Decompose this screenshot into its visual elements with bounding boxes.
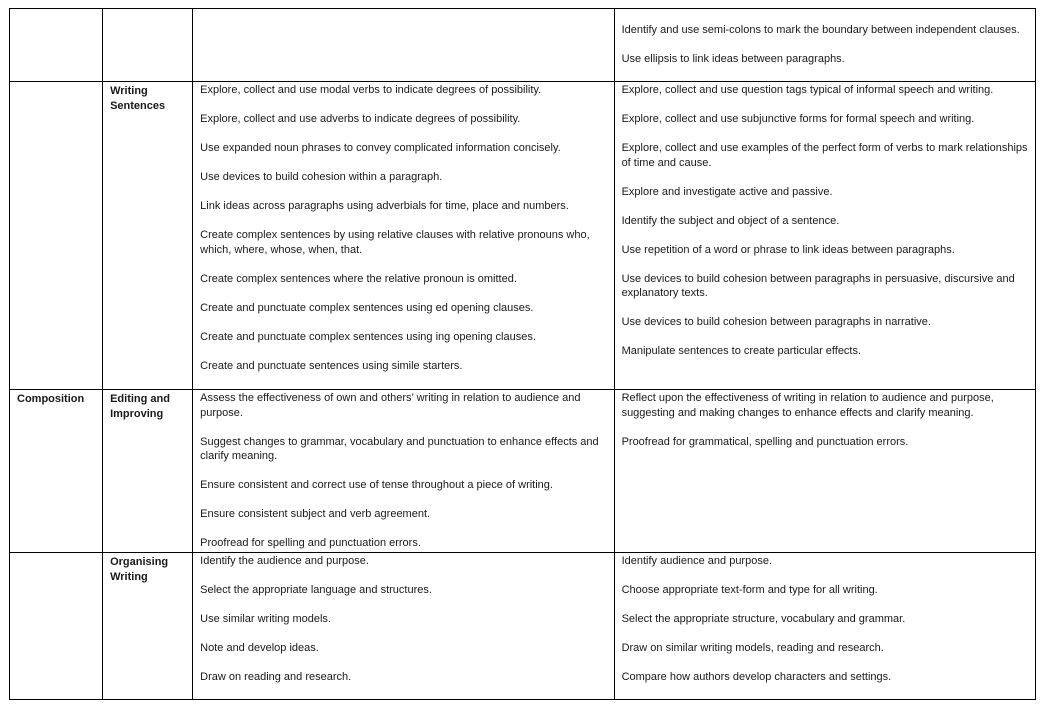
list-item: Explore, collect and use subjunctive forms for formal speech and writing. [621,113,975,125]
list-item: Explore, collect and use modal verbs to indicate degrees of possibility. [200,84,542,96]
list-item: Proofread for grammatical, spelling and punctuation errors. [621,435,909,448]
list-item: Create and punctuate complex sentences using ed opening clauses. [200,301,534,314]
year-b-cell [614,9,1035,82]
table-row [10,82,1036,390]
list-item: Explore, collect and use question tags typical of informal speech and writing. [621,84,994,96]
objectives-list [200,391,613,551]
list-item: Explore, collect and use adverbs to indicate degrees of possibility. [200,113,521,125]
year-b-cell [614,553,1035,700]
objectives-list [622,391,1035,449]
list-item: Create and punctuate sentences using simile starters. [200,359,463,372]
list-item: Create and punctuate complex sentences using ing opening clauses. [200,330,536,343]
objectives-list [622,23,1035,67]
list-item: Identify and use semi-colons to mark the boundary between independent clauses. [621,24,1020,36]
year-b-cell [614,82,1035,390]
strand-label: Organising Writing [110,556,169,583]
list-item: Explore, collect and use examples of the perfect form of verbs to mark relationships of time and cause. [621,142,1028,169]
table-row [10,553,1036,700]
year-a-cell [193,82,614,390]
list-item: Use devices to build cohesion between paragraphs in persuasive, discursive and explanatory texts. [621,272,1015,299]
strand-label: Writing Sentences [110,85,166,112]
objectives-list [622,554,1035,685]
list-item: Identify the audience and purpose. [200,555,369,567]
list-item: Link ideas across paragraphs using adverbials for time, place and numbers. [200,200,569,212]
section-cell [10,9,103,82]
list-item: Identify the subject and object of a sentence. [621,214,840,227]
year-a-cell [193,9,614,82]
list-item: Proofread for spelling and punctuation errors. [200,537,421,549]
strand-cell [103,82,193,390]
list-item: Use ellipsis to link ideas between paragraphs. [621,53,845,65]
list-item: Select the appropriate structure, vocabulary and grammar. [621,613,906,625]
table-row [10,9,1036,82]
list-item: Use devices to build cohesion between paragraphs in narrative. [621,316,931,328]
strand-cell [103,9,193,82]
list-item: Compare how authors develop characters and settings. [621,671,892,683]
section-cell [10,553,103,700]
strand-cell [103,553,193,700]
list-item: Draw on reading and research. [200,671,352,683]
list-item: Reflect upon the effectiveness of writing in relation to audience and purpose, suggesting and making changes to enhance effects and clarify meaning. [621,392,994,419]
strand-cell [103,390,193,553]
list-item: Suggest changes to grammar, vocabulary and punctuation to enhance effects and clarify meaning. [200,435,599,462]
list-item: Create complex sentences by using relative clauses with relative pronouns who, which, where, whose, when, that. [200,229,590,256]
list-item: Choose appropriate text-form and type for all writing. [621,584,878,596]
list-item: Use similar writing models. [200,613,331,625]
year-a-cell [193,390,614,553]
list-item: Identify audience and purpose. [621,555,773,567]
objectives-list [200,83,613,373]
list-item: Note and develop ideas. [200,642,319,654]
section-cell [10,390,103,553]
list-item: Select the appropriate language and structures. [200,584,432,596]
list-item: Ensure consistent subject and verb agreement. [200,508,431,520]
table-row [10,390,1036,553]
objectives-list [622,83,1035,359]
year-a-cell [193,553,614,700]
objectives-list [200,554,613,685]
list-item: Draw on similar writing models, reading and research. [621,642,884,654]
year-b-cell [614,390,1035,553]
section-cell [10,82,103,390]
list-item: Create complex sentences where the relative pronoun is omitted. [200,272,517,285]
list-item: Use devices to build cohesion within a paragraph. [200,171,443,183]
list-item: Manipulate sentences to create particular effects. [621,345,862,357]
curriculum-table [9,8,1036,700]
list-item: Assess the effectiveness of own and others’ writing in relation to audience and purpose. [200,392,581,419]
section-label: Composition [17,393,85,405]
strand-label: Editing and Improving [110,393,170,420]
list-item: Use repetition of a word or phrase to link ideas between paragraphs. [621,243,955,256]
list-item: Use expanded noun phrases to convey complicated information concisely. [200,142,561,154]
list-item: Ensure consistent and correct use of tense throughout a piece of writing. [200,479,553,491]
list-item: Explore and investigate active and passive. [621,185,833,198]
